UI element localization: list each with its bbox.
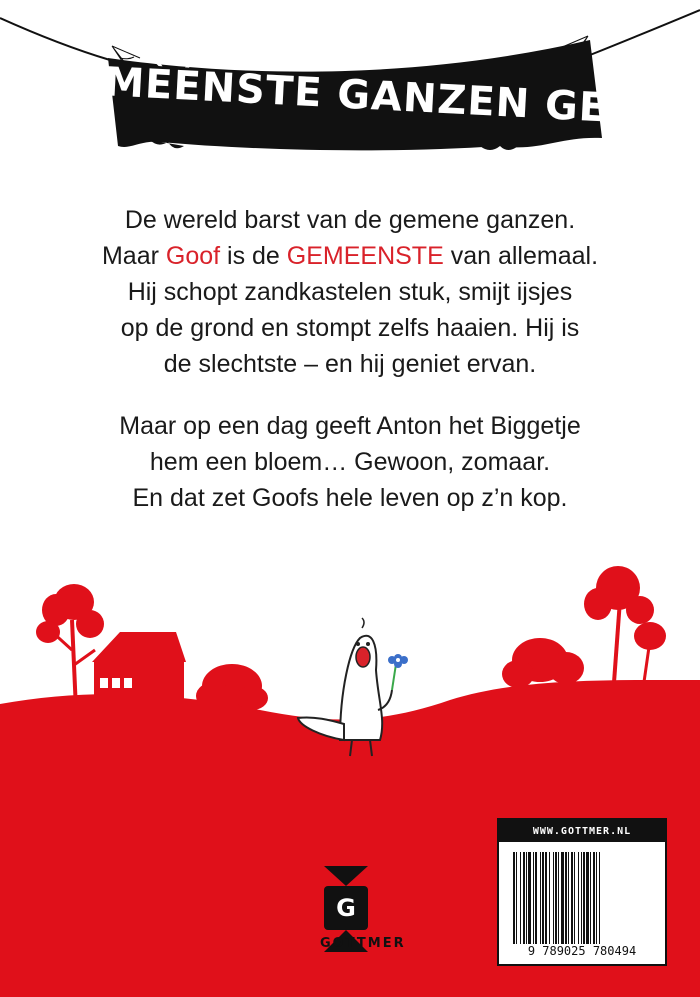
banner-title: GEMÈÉNSTE GANZEN GEN. (41, 55, 659, 135)
blurb-line: Maar (101, 242, 166, 270)
blurb-paragraph-1 (40, 202, 660, 382)
blurb-line: van allemaal. (443, 242, 599, 270)
logo-letter: G (336, 894, 356, 922)
highlight-gemeenste: GEMEENSTE (286, 242, 444, 270)
barcode-bars-icon (513, 852, 653, 944)
blurb-line: De wereld barst van de gemene ganzen. (124, 206, 576, 234)
blurb-line: hem een bloem… Gewoon, zomaar. (149, 448, 551, 476)
publisher-name: GOTTMER (320, 936, 406, 951)
blurb-line: op de grond en stompt zelfs haaien. Hij is (120, 314, 580, 342)
blurb-paragraph-2 (40, 408, 660, 516)
blurb (40, 202, 660, 516)
blurb-line: de slechtste – en hij geniet ervan. (163, 350, 537, 378)
blurb-line: Hij schopt zandkastelen stuk, smijt ijsjes (127, 278, 573, 306)
blurb-line: Maar op een dag geeft Anton het Biggetje (119, 412, 581, 440)
isbn-digits: 9 789025 780494 (527, 944, 637, 958)
barcode (497, 818, 667, 966)
tree-left-icon (36, 584, 104, 710)
publisher-url: WWW.GOTTMER.NL (499, 820, 665, 842)
character-name-goof: Goof (165, 242, 221, 270)
blurb-line: En dat zet Goofs hele leven op z’n kop. (132, 484, 568, 512)
blurb-line: is de (220, 242, 287, 270)
